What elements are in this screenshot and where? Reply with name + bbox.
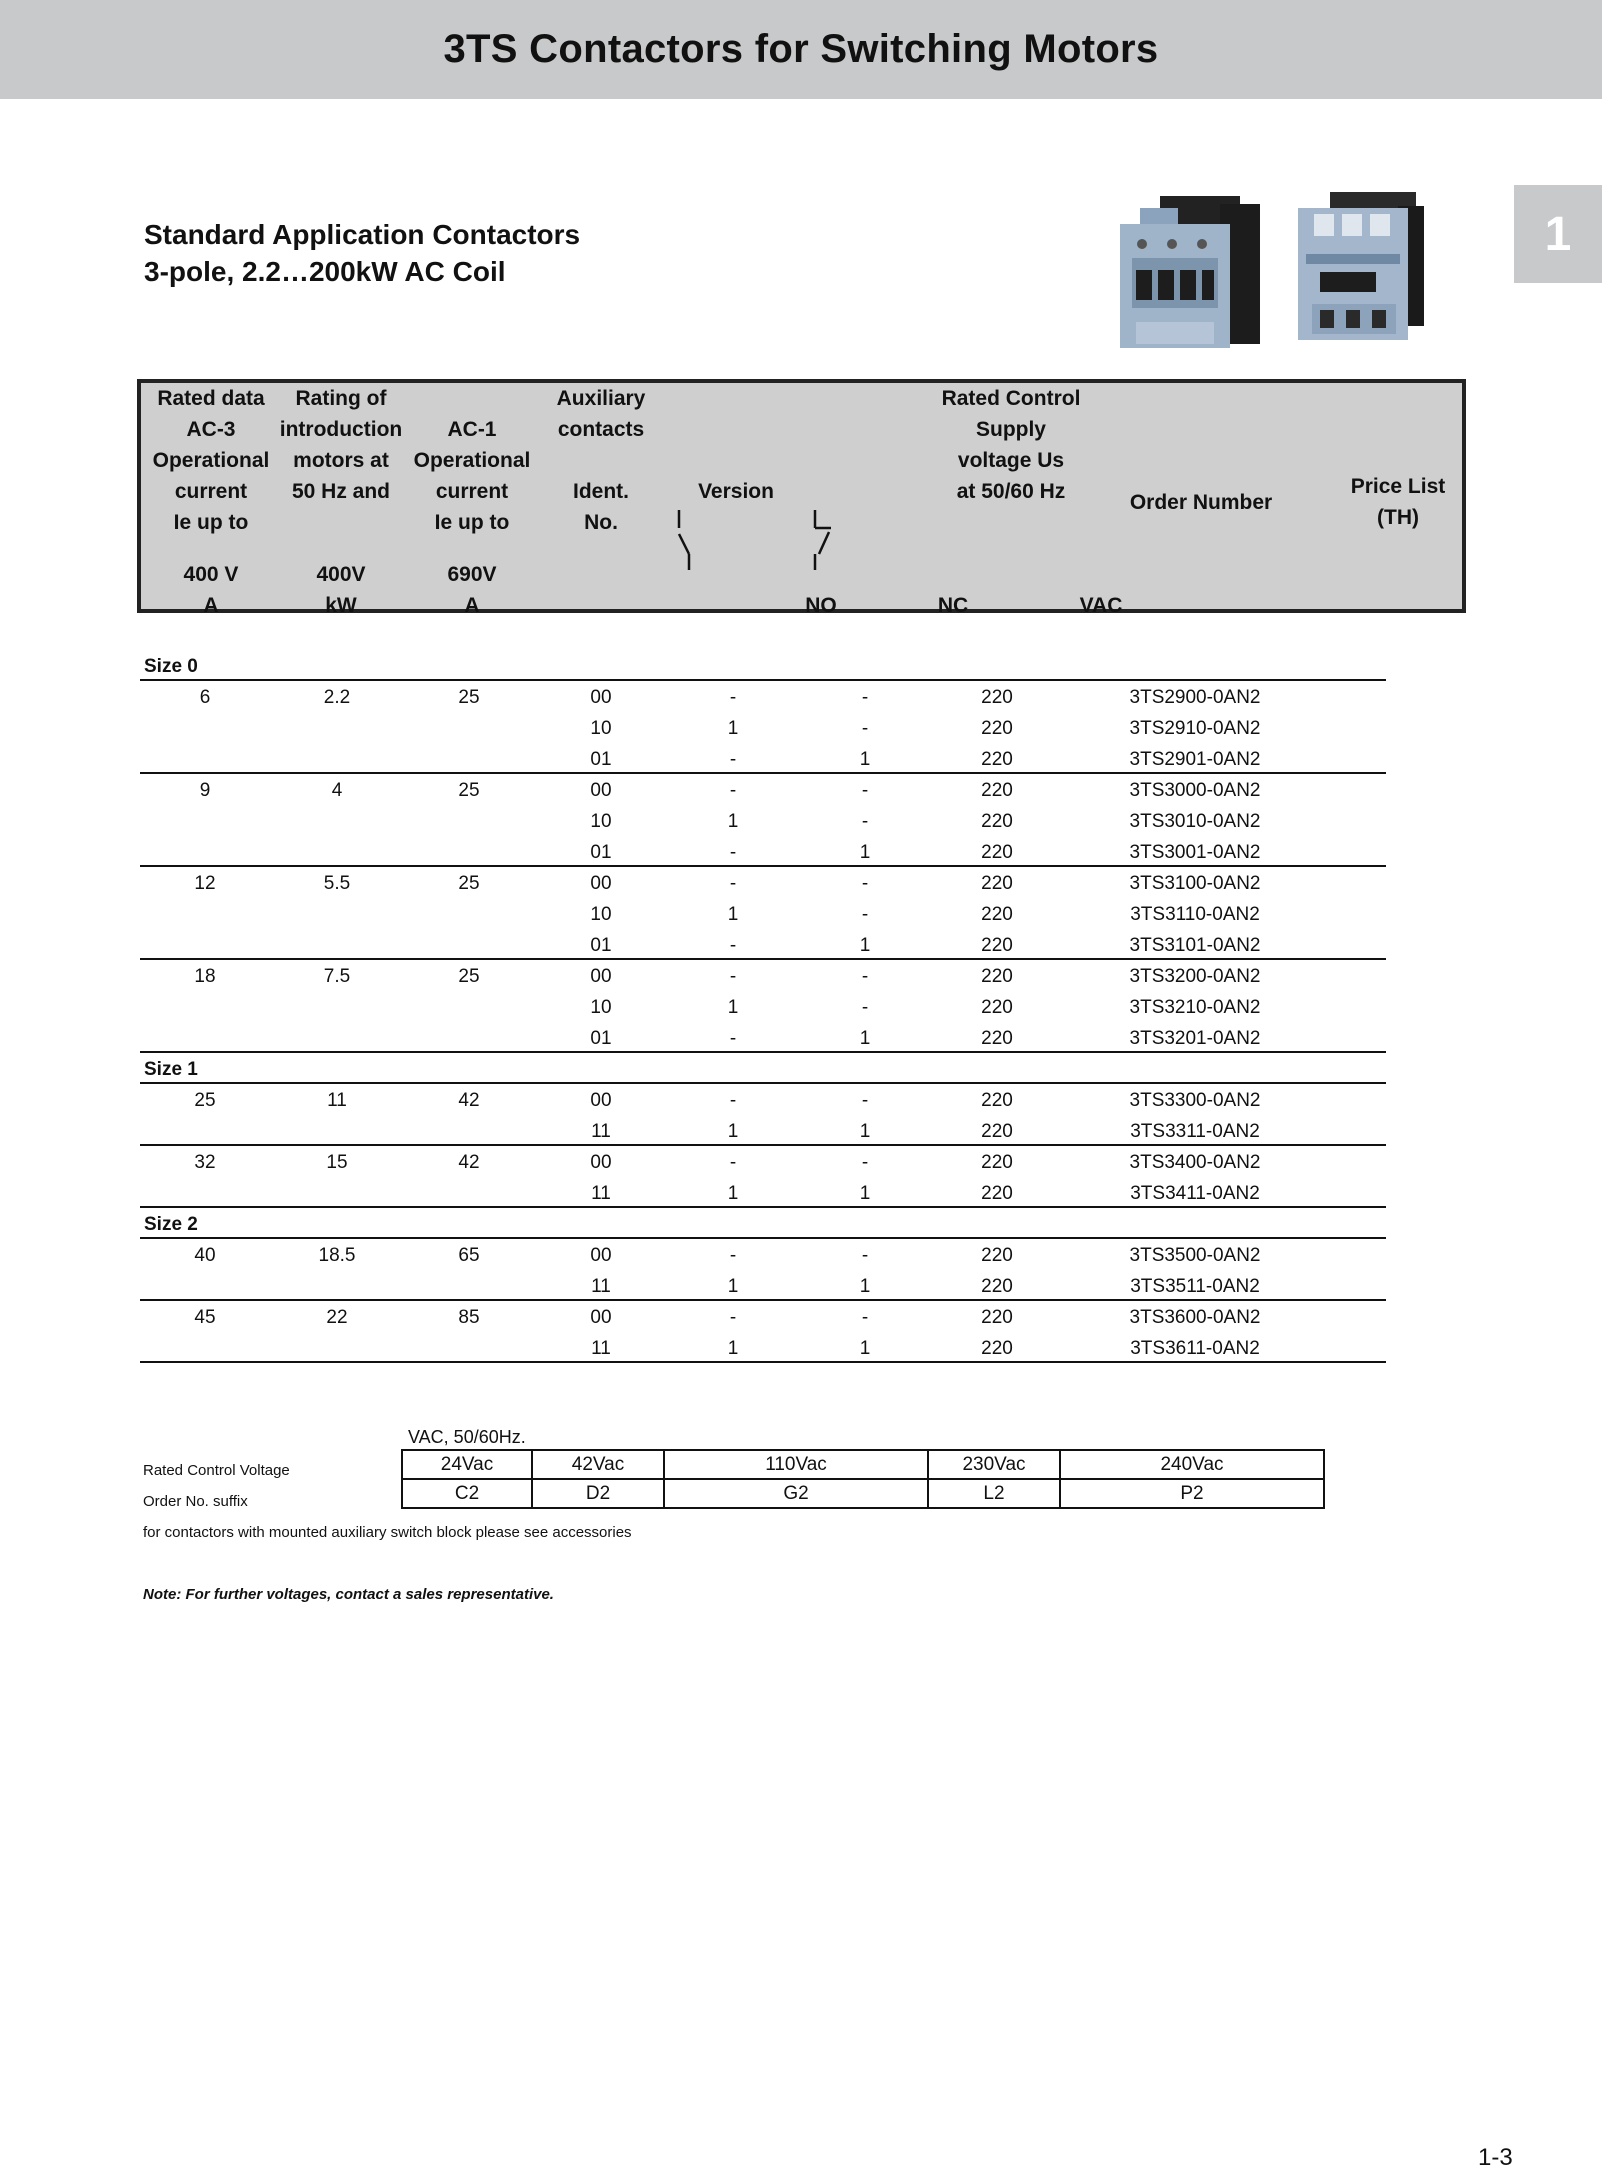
cell-no: - bbox=[729, 966, 737, 987]
cell-order: 3TS3311-0AN2 bbox=[1130, 1121, 1260, 1142]
no-contact-symbol-icon bbox=[675, 510, 699, 570]
cell-vac: 220 bbox=[981, 1090, 1013, 1111]
cell-no: - bbox=[729, 1028, 737, 1049]
suffix-cell: L2 bbox=[928, 1479, 1060, 1508]
cell-nc: - bbox=[861, 811, 869, 832]
cell-id: 00 bbox=[590, 1307, 612, 1328]
subtitle-line-2: 3-pole, 2.2…200kW AC Coil bbox=[144, 256, 506, 287]
cell-vac: 220 bbox=[981, 904, 1013, 925]
cell-no: - bbox=[729, 842, 737, 863]
table-row bbox=[0, 744, 1602, 775]
cell-nc: - bbox=[861, 687, 869, 708]
size-label: Size 1 bbox=[144, 1059, 198, 1080]
table-row bbox=[0, 1085, 1602, 1116]
cell-no: - bbox=[729, 935, 737, 956]
cell-kw: 2.2 bbox=[323, 687, 351, 708]
cell-nc: - bbox=[861, 873, 869, 894]
size-label: Size 2 bbox=[144, 1214, 198, 1235]
suffix-cell: C2 bbox=[402, 1479, 532, 1508]
cell-ie: 40 bbox=[194, 1245, 216, 1266]
size-label: Size 0 bbox=[144, 656, 198, 677]
voltage-cell: 230Vac bbox=[928, 1450, 1060, 1479]
cell-nc: - bbox=[861, 718, 869, 739]
cell-vac: 220 bbox=[981, 997, 1013, 1018]
table-row bbox=[0, 961, 1602, 992]
contactor-photo-1 bbox=[1112, 186, 1272, 362]
table-row bbox=[0, 930, 1602, 961]
table-row bbox=[0, 1240, 1602, 1271]
cell-kw: 11 bbox=[327, 1090, 347, 1111]
voltage-suffix-table bbox=[401, 1449, 1325, 1509]
cell-id: 10 bbox=[590, 811, 612, 832]
cell-vac: 220 bbox=[981, 780, 1013, 801]
table-row bbox=[0, 806, 1602, 837]
header-version: Version bbox=[698, 480, 774, 503]
cell-kw: 18.5 bbox=[318, 1245, 356, 1266]
unit-no: NO bbox=[805, 594, 837, 617]
table-row bbox=[0, 1271, 1602, 1302]
cell-vac: 220 bbox=[981, 1028, 1013, 1049]
cell-nc: 1 bbox=[859, 935, 871, 956]
cell-order: 3TS3010-0AN2 bbox=[1129, 811, 1261, 832]
header-price-list: Price List (TH) bbox=[1350, 475, 1446, 529]
note: Note: For further voltages, contact a sales representative. bbox=[143, 1586, 554, 1603]
cell-ac1: 42 bbox=[458, 1090, 480, 1111]
voltage-cell: 110Vac bbox=[664, 1450, 928, 1479]
page-title: 3TS Contactors for Switching Motors bbox=[443, 27, 1159, 71]
cell-order: 3TS3300-0AN2 bbox=[1129, 1090, 1261, 1111]
cell-nc: - bbox=[861, 1307, 869, 1328]
cell-vac: 220 bbox=[981, 1307, 1013, 1328]
unit-nc: NC bbox=[937, 594, 969, 617]
suffix-cell: P2 bbox=[1060, 1479, 1324, 1508]
cell-id: 00 bbox=[590, 687, 612, 708]
cell-id: 01 bbox=[590, 1028, 612, 1049]
cell-nc: 1 bbox=[859, 749, 871, 770]
cell-order: 3TS3210-0AN2 bbox=[1129, 997, 1261, 1018]
cell-id: 01 bbox=[590, 842, 612, 863]
cell-no: 1 bbox=[727, 811, 739, 832]
entry-rule bbox=[140, 958, 1386, 960]
cell-no: - bbox=[729, 873, 737, 894]
cell-vac: 220 bbox=[981, 1152, 1013, 1173]
entry-rule bbox=[140, 1144, 1386, 1146]
cell-id: 10 bbox=[590, 997, 612, 1018]
cell-id: 00 bbox=[590, 1090, 612, 1111]
cell-nc: 1 bbox=[859, 1338, 871, 1359]
cell-nc: 1 bbox=[859, 1276, 871, 1297]
header-order-number: Order Number bbox=[1129, 491, 1273, 514]
cell-nc: 1 bbox=[859, 1121, 871, 1142]
cell-ac1: 25 bbox=[458, 780, 480, 801]
cell-no: - bbox=[729, 780, 737, 801]
cell-ie: 18 bbox=[194, 966, 216, 987]
cell-id: 10 bbox=[590, 718, 612, 739]
unit-ac1: 690V A bbox=[447, 563, 497, 617]
section-tab: 1 bbox=[1514, 185, 1602, 283]
cell-id: 11 bbox=[591, 1338, 611, 1359]
contactor-photo-2 bbox=[1290, 186, 1430, 352]
cell-order: 3TS3500-0AN2 bbox=[1129, 1245, 1261, 1266]
cell-order: 3TS3110-0AN2 bbox=[1130, 904, 1260, 925]
cell-id: 11 bbox=[591, 1276, 611, 1297]
cell-vac: 220 bbox=[981, 1121, 1013, 1142]
cell-ac1: 25 bbox=[458, 873, 480, 894]
entry-rule bbox=[140, 1361, 1386, 1363]
cell-ie: 32 bbox=[194, 1152, 216, 1173]
cell-nc: - bbox=[861, 966, 869, 987]
entry-rule bbox=[140, 1299, 1386, 1301]
table-row bbox=[0, 682, 1602, 713]
cell-order: 3TS3611-0AN2 bbox=[1130, 1338, 1260, 1359]
cell-ac1: 25 bbox=[458, 966, 480, 987]
size-rule bbox=[140, 1082, 1386, 1084]
table-row bbox=[0, 899, 1602, 930]
table-row bbox=[0, 1147, 1602, 1178]
cell-order: 3TS3411-0AN2 bbox=[1130, 1183, 1260, 1204]
cell-nc: 1 bbox=[859, 842, 871, 863]
cell-nc: - bbox=[861, 1245, 869, 1266]
table-row bbox=[0, 775, 1602, 806]
cell-vac: 220 bbox=[981, 873, 1013, 894]
entry-rule bbox=[140, 1206, 1386, 1208]
entry-rule bbox=[140, 1051, 1386, 1053]
cell-kw: 4 bbox=[331, 780, 343, 801]
cell-order: 3TS3400-0AN2 bbox=[1129, 1152, 1261, 1173]
order-suffix-label: Order No. suffix bbox=[143, 1493, 248, 1510]
header-rating-motors: Rating of introduction motors at 50 Hz and bbox=[279, 387, 403, 503]
table-row bbox=[0, 1302, 1602, 1333]
voltage-cell: 24Vac bbox=[402, 1450, 532, 1479]
cell-vac: 220 bbox=[981, 966, 1013, 987]
suffix-row bbox=[402, 1479, 1324, 1508]
table-row bbox=[0, 713, 1602, 744]
entry-rule bbox=[140, 865, 1386, 867]
voltage-row bbox=[402, 1450, 1324, 1479]
page-number: 1-3 bbox=[1478, 2144, 1513, 2171]
cell-no: - bbox=[729, 1090, 737, 1111]
cell-no: - bbox=[729, 749, 737, 770]
cell-ac1: 85 bbox=[458, 1307, 480, 1328]
unit-vac: VAC bbox=[1079, 594, 1123, 617]
cell-no: 1 bbox=[727, 997, 739, 1018]
subtitle bbox=[144, 216, 580, 290]
size-rule bbox=[140, 1237, 1386, 1239]
cell-id: 00 bbox=[590, 873, 612, 894]
size-rule bbox=[140, 679, 1386, 681]
cell-id: 01 bbox=[590, 749, 612, 770]
cell-nc: - bbox=[861, 1090, 869, 1111]
entry-rule bbox=[140, 772, 1386, 774]
cell-id: 00 bbox=[590, 1152, 612, 1173]
cell-nc: - bbox=[861, 904, 869, 925]
cell-order: 3TS3200-0AN2 bbox=[1129, 966, 1261, 987]
cell-no: - bbox=[729, 1307, 737, 1328]
cell-order: 3TS2910-0AN2 bbox=[1129, 718, 1261, 739]
cell-id: 11 bbox=[591, 1121, 611, 1142]
title-bar bbox=[0, 0, 1602, 99]
cell-vac: 220 bbox=[981, 842, 1013, 863]
voltage-cell: 42Vac bbox=[532, 1450, 664, 1479]
cell-no: 1 bbox=[727, 1338, 739, 1359]
cell-vac: 220 bbox=[981, 935, 1013, 956]
suffix-cell: D2 bbox=[532, 1479, 664, 1508]
cell-nc: 1 bbox=[859, 1183, 871, 1204]
table-row bbox=[0, 1023, 1602, 1054]
cell-kw: 22 bbox=[326, 1307, 348, 1328]
table-row bbox=[0, 1178, 1602, 1209]
cell-vac: 220 bbox=[981, 1245, 1013, 1266]
table-row bbox=[0, 868, 1602, 899]
cell-ac1: 65 bbox=[458, 1245, 480, 1266]
table-row bbox=[0, 1116, 1602, 1147]
cell-order: 3TS3101-0AN2 bbox=[1129, 935, 1261, 956]
cell-vac: 220 bbox=[981, 749, 1013, 770]
cell-ie: 9 bbox=[199, 780, 211, 801]
cell-id: 00 bbox=[590, 780, 612, 801]
cell-order: 3TS3100-0AN2 bbox=[1129, 873, 1261, 894]
cell-id: 00 bbox=[590, 1245, 612, 1266]
header-control-supply: Rated Control Supply voltage Us at 50/60 Hz bbox=[941, 387, 1081, 503]
voltage-cell: 240Vac bbox=[1060, 1450, 1324, 1479]
cell-no: 1 bbox=[727, 1276, 739, 1297]
cell-ac1: 42 bbox=[458, 1152, 480, 1173]
cell-id: 00 bbox=[590, 966, 612, 987]
cell-ac1: 25 bbox=[458, 687, 480, 708]
cell-ie: 45 bbox=[194, 1307, 216, 1328]
unit-kw: 400V kW bbox=[316, 563, 366, 617]
table-header bbox=[137, 379, 1466, 617]
cell-nc: - bbox=[861, 997, 869, 1018]
cell-vac: 220 bbox=[981, 1183, 1013, 1204]
cell-kw: 5.5 bbox=[323, 873, 351, 894]
voltage-caption: VAC, 50/60Hz. bbox=[408, 1427, 526, 1447]
cell-id: 11 bbox=[591, 1183, 611, 1204]
cell-nc: - bbox=[861, 1152, 869, 1173]
cell-order: 3TS2901-0AN2 bbox=[1129, 749, 1261, 770]
cell-id: 10 bbox=[590, 904, 612, 925]
cell-order: 3TS3000-0AN2 bbox=[1129, 780, 1261, 801]
cell-no: - bbox=[729, 687, 737, 708]
table-row bbox=[0, 1333, 1602, 1364]
cell-nc: 1 bbox=[859, 1028, 871, 1049]
unit-ie: 400 V A bbox=[183, 563, 239, 617]
cell-nc: - bbox=[861, 780, 869, 801]
cell-no: - bbox=[729, 1245, 737, 1266]
suffix-cell: G2 bbox=[664, 1479, 928, 1508]
cell-vac: 220 bbox=[981, 1338, 1013, 1359]
cell-order: 3TS2900-0AN2 bbox=[1129, 687, 1261, 708]
rated-control-voltage-label: Rated Control Voltage bbox=[143, 1462, 290, 1479]
nc-contact-symbol-icon bbox=[811, 510, 841, 570]
cell-order: 3TS3001-0AN2 bbox=[1129, 842, 1261, 863]
subtitle-line-1: Standard Application Contactors bbox=[144, 219, 581, 250]
cell-ie: 6 bbox=[199, 687, 211, 708]
cell-vac: 220 bbox=[981, 718, 1013, 739]
cell-order: 3TS3201-0AN2 bbox=[1129, 1028, 1261, 1049]
cell-vac: 220 bbox=[981, 1276, 1013, 1297]
cell-vac: 220 bbox=[981, 811, 1013, 832]
cell-id: 01 bbox=[590, 935, 612, 956]
cell-no: 1 bbox=[727, 1183, 739, 1204]
accessories-footnote: for contactors with mounted auxiliary switch block please see accessories bbox=[143, 1524, 632, 1541]
table-row bbox=[0, 837, 1602, 868]
cell-ie: 12 bbox=[194, 873, 216, 894]
cell-vac: 220 bbox=[981, 687, 1013, 708]
table-row bbox=[0, 992, 1602, 1023]
cell-kw: 15 bbox=[326, 1152, 348, 1173]
header-aux-contacts: Auxiliary contacts Ident. No. bbox=[556, 387, 646, 534]
cell-order: 3TS3600-0AN2 bbox=[1129, 1307, 1261, 1328]
cell-no: 1 bbox=[727, 1121, 739, 1142]
cell-no: 1 bbox=[727, 718, 739, 739]
header-ac1: AC-1 Operational current Ie up to bbox=[413, 418, 531, 534]
cell-no: 1 bbox=[727, 904, 739, 925]
cell-ie: 25 bbox=[194, 1090, 216, 1111]
header-rated-data: Rated data AC-3 Operational current Ie up to bbox=[152, 387, 270, 534]
cell-order: 3TS3511-0AN2 bbox=[1130, 1276, 1260, 1297]
cell-kw: 7.5 bbox=[323, 966, 351, 987]
cell-no: - bbox=[729, 1152, 737, 1173]
